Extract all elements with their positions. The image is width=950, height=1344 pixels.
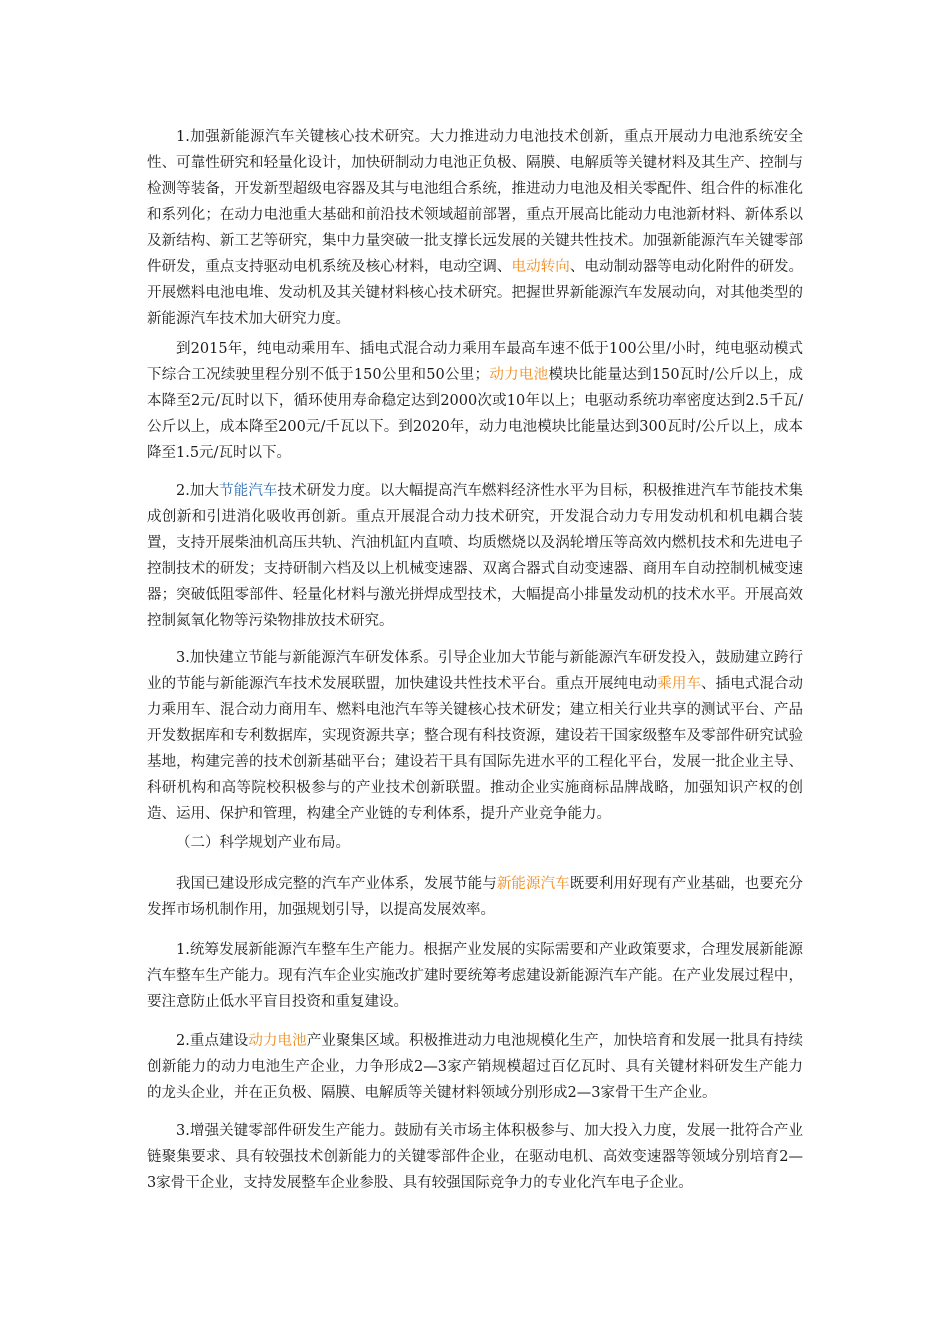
- paragraph-text: 、电动制动器等电动化附件的研发。开展燃料电池电堆、发动机及其关键材料核心技术研究。把握世界新能源汽车发展动向，对其他类型的新能源汽车技术加大研究力度。: [147, 259, 804, 327]
- keyword-link[interactable]: 动力电池: [489, 367, 549, 383]
- paragraph-1: [147, 124, 803, 332]
- paragraph-text: 既要利用好现有产业基础，也要充分发挥市场机制作用，加强规划引导，以提高发展效率。: [147, 876, 804, 918]
- paragraph-text: 、插电式混合动力乘用车、混合动力商用车、燃料电池汽车等关键核心技术研发；建立相关行业共享的测试平台、产品开发数据库和专利数据库，实现资源共享；整合现有科技资源，建设若干国家级整车及零部件研究试验基地，构建完善的技术创新基础平台；建设若干具有国际先进水平的工程化平台，发展一批企业主导、科研机构和高等院校积极参与的产业技术创新联盟。推动企业实施商标品牌战略，加强知识产权的创造、运用、保护和管理，构建全产业链的专利体系，提升产业竞争能力。: [147, 676, 804, 822]
- paragraph-6: [147, 871, 803, 923]
- paragraph-text: 1.加强新能源汽车关键核心技术研究。大力推进动力电池技术创新，重点开展动力电池系统安全性、可靠性研究和轻量化设计，加快研制动力电池正负极、隔膜、电解质等关键材料及其生产、控制与检测等装备，开发新型超级电容器及其与电池组合系统，推进动力电池及相关零配件、组合件的标准化和系列化；在动力电池重大基础和前沿技术领域超前部署，重点开展高比能动力电池新材料、新体系以及新结构、新工艺等研究，集中力量突破一批支撑长远发展的关键共性技术。加强新能源汽车关键零部件研发，重点支持驱动电机系统及核心材料，电动空调、: [147, 129, 803, 275]
- paragraph-text: 模块比能量达到150瓦时/公斤以上，成本降至2元/瓦时以下，循环使用寿命稳定达到2000次或10年以上；电驱动系统功率密度达到2.5千瓦/公斤以上，成本降至200元/千瓦以下。到2020年，动力电池模块比能量达到300瓦时/公斤以上，成本降至1.5元/瓦时以下。: [147, 367, 803, 461]
- paragraph-text: 3.加快建立节能与新能源汽车研发体系。引导企业加大节能与新能源汽车研发投入，鼓励建立跨行业的节能与新能源汽车技术发展联盟，加快建设共性技术平台。重点开展纯电动: [147, 650, 803, 692]
- keyword-link[interactable]: 乘用车: [657, 676, 702, 692]
- paragraph-text: 2.重点建设: [176, 1033, 249, 1049]
- paragraph-5: [147, 830, 803, 856]
- paragraph-text: 技术研发力度。以大幅提高汽车燃料经济性水平为目标，积极推进汽车节能技术集成创新和引进消化吸收再创新。重点开展混合动力技术研究，开发混合动力专用发动机和机电耦合装置，支持开展柴油机高压共轨、汽油机缸内直喷、均质燃烧以及涡轮增压等高效内燃机技术和先进电子控制技术的研发；支持研制六档及以上机械变速器、双离合器式自动变速器、商用车自动控制机械变速器；突破低阻零部件、轻量化材料与激光拼焊成型技术，大幅提高小排量发动机的技术水平。开展高效控制氮氧化物等污染物排放技术研究。: [147, 483, 804, 629]
- paragraph-9: [147, 1118, 803, 1196]
- paragraph-3: [147, 478, 803, 634]
- paragraph-7: [147, 937, 803, 1015]
- paragraph-text: 3.增强关键零部件研发生产能力。鼓励有关市场主体积极参与、加大投入力度，发展一批符合产业链聚集要求、具有较强技术创新能力的关键零部件企业，在驱动电机、高效变速器等领域分别培育2—3家骨干企业，支持发展整车企业参股、具有较强国际竞争力的专业化汽车电子企业。: [147, 1123, 803, 1191]
- paragraph-text: 1.统筹发展新能源汽车整车生产能力。根据产业发展的实际需要和产业政策要求，合理发展新能源汽车整车生产能力。现有汽车企业实施改扩建时要统筹考虑建设新能源汽车产能。在产业发展过程中，要注意防止低水平盲目投资和重复建设。: [147, 942, 803, 1010]
- keyword-link[interactable]: 节能汽车: [219, 483, 278, 499]
- paragraph-8: [147, 1028, 803, 1106]
- paragraph-4: [147, 645, 803, 827]
- keyword-link[interactable]: 电动转向: [511, 259, 570, 275]
- paragraph-text: （二）科学规划产业布局。: [176, 835, 350, 851]
- paragraph-text: 到2015年，纯电动乘用车、插电式混合动力乘用车最高车速不低于100公里/小时，纯电驱动模式下综合工况续驶里程分别不低于150公里和50公里；: [147, 341, 803, 383]
- keyword-link[interactable]: 新能源汽车: [496, 876, 570, 892]
- paragraph-text: 2.加大: [176, 483, 220, 499]
- paragraph-2: [147, 336, 803, 466]
- keyword-link[interactable]: 动力电池: [248, 1033, 307, 1049]
- paragraph-text: 我国已建设形成完整的汽车产业体系，发展节能与: [176, 876, 497, 892]
- paragraph-text: 产业聚集区域。积极推进动力电池规模化生产，加快培育和发展一批具有持续创新能力的动力电池生产企业，力争形成2—3家产销规模超过百亿瓦时、具有关键材料研发生产能力的龙头企业，并在正负极、隔膜、电解质等关键材料领域分别形成2—3家骨干生产企业。: [147, 1033, 804, 1101]
